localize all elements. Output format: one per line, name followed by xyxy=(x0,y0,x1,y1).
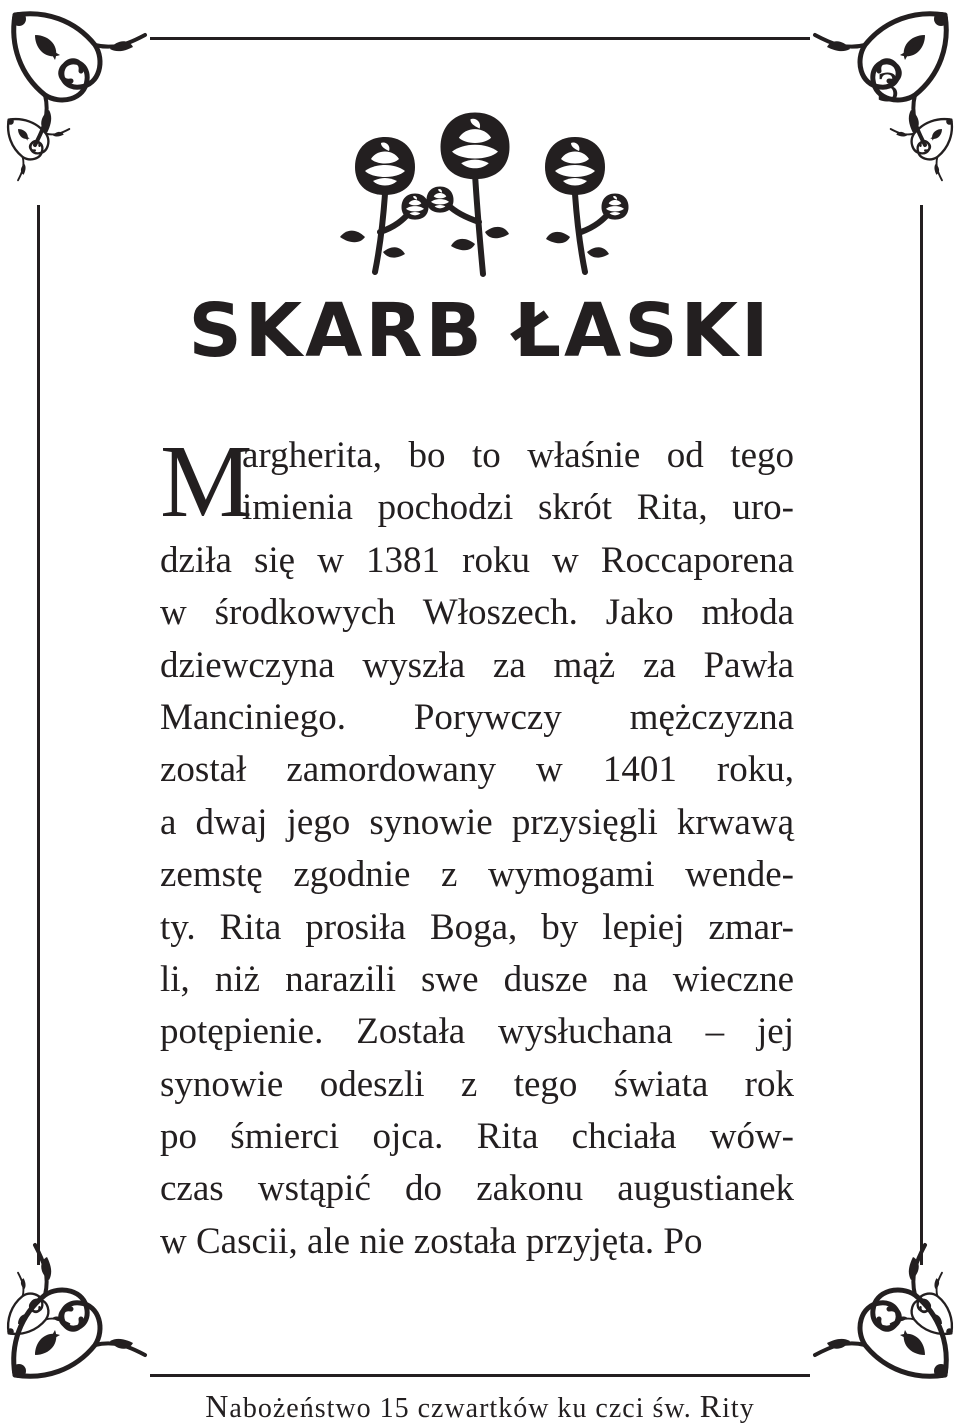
text-line: imienia pochodzi skrót Rita, uro- xyxy=(242,487,794,529)
text-line: czas wstąpić do zakonu augustianek xyxy=(160,1168,794,1210)
text-line: ty. Rita prosiła Boga, by lepiej zmar- xyxy=(160,906,794,948)
text-line: został zamordowany w 1401 roku, xyxy=(160,749,794,791)
text-line: synowie odeszli z tego świata rok xyxy=(160,1063,794,1105)
footer-middle: 15 czwartków ku czci św. xyxy=(379,1393,692,1424)
page-number: 3 xyxy=(875,66,901,110)
footer-word: abożeństwo xyxy=(229,1393,372,1424)
frame-bottom-line xyxy=(150,1374,810,1377)
text-line: po śmierci ojca. Rita chciała wów- xyxy=(160,1116,794,1158)
text-line: w środkowych Włoszech. Jako młoda xyxy=(160,592,794,634)
text-line: Manciniego. Porywczy mężczyzna xyxy=(160,696,794,738)
text-line: zemstę zgodnie z wymogami wende- xyxy=(160,854,794,896)
rose-icon xyxy=(325,112,630,282)
footer-word: ity xyxy=(722,1393,755,1424)
flourish-icon-right-upper xyxy=(886,95,956,205)
text-line: argherita, bo to właśnie od tego xyxy=(242,435,794,476)
frame-top-line xyxy=(150,37,810,40)
page-title: SKARB ŁASKI xyxy=(188,288,772,374)
flourish-icon-right-lower xyxy=(886,1248,956,1358)
footer-cap: R xyxy=(699,1388,723,1424)
text-line: a dwaj jego synowie przysięgli krwawą xyxy=(160,801,794,843)
running-footer xyxy=(150,1388,810,1425)
footer-cap: N xyxy=(205,1388,230,1424)
flourish-icon-left-upper xyxy=(4,95,74,205)
text-line: w Cascii, ale nie została przyjęta. Po xyxy=(160,1220,703,1262)
text-line: dziła się w 1381 roku w Roccaporena xyxy=(160,539,794,581)
text-line: dziewczyna wyszła za mąż za Pawła xyxy=(160,644,794,686)
flourish-icon-left-lower xyxy=(4,1248,74,1358)
drop-cap: M xyxy=(160,424,253,539)
text-line: potępienie. Została wysłuchana – jej xyxy=(160,1011,794,1053)
text-line: li, niż narazili swe dusze na wieczne xyxy=(160,958,794,1000)
body-paragraph xyxy=(160,424,794,1268)
